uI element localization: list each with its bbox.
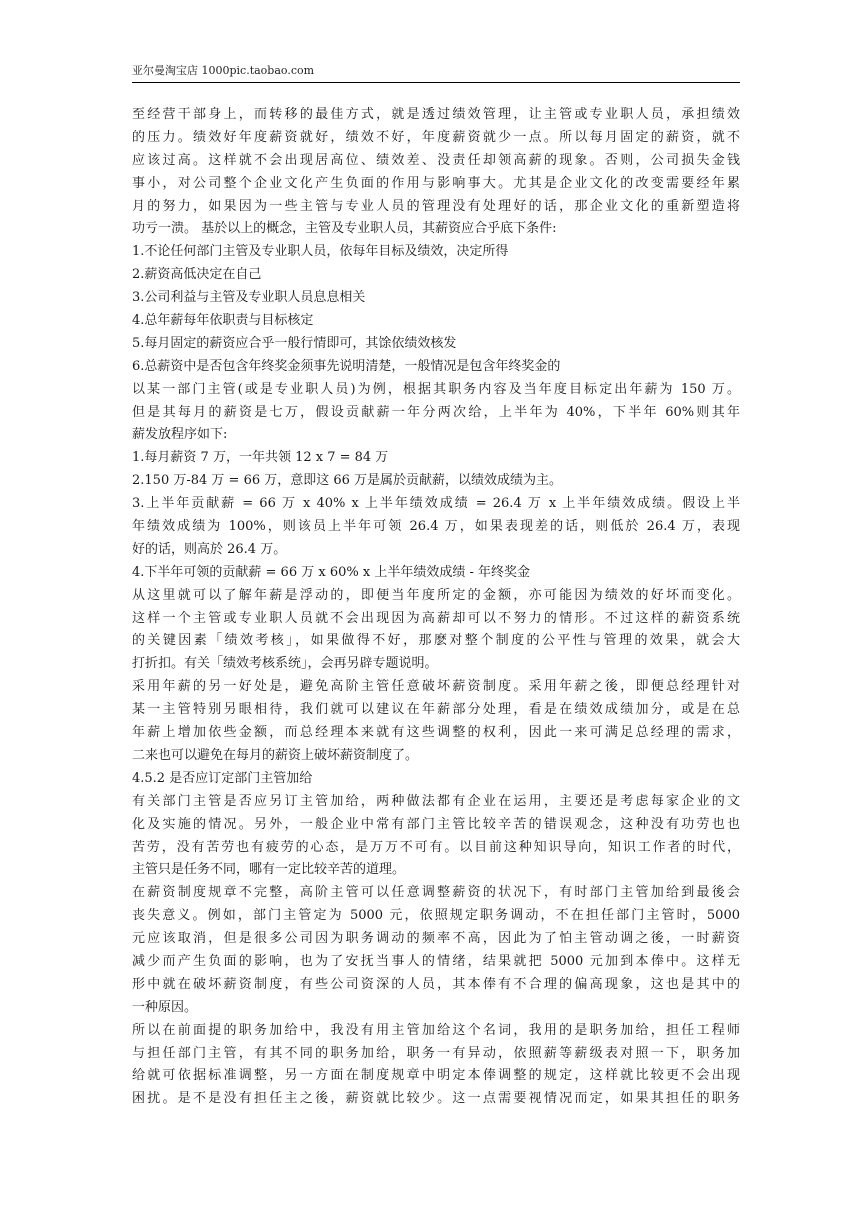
page-header: [132, 62, 740, 83]
text-line: 苦劳，没有苦劳也有疲劳的心态，是万万不可有。以目前这种知识导向，知识工作者的时代，: [132, 839, 740, 855]
paragraph: [132, 241, 740, 264]
text-line: 给就可依据标准调整，另一方面在制度规章中明定本俸调整的规定，这样就比较更不会出现: [132, 1068, 740, 1084]
paragraph: [132, 310, 740, 333]
paragraph: [132, 470, 740, 493]
text-line: 年薪上增加依些金额，而总经理本来就有这些调整的权利，因此一来可满足总经理的需求，: [132, 725, 740, 741]
text-line: 在薪资制度规章不完整，高阶主管可以任意调整薪资的状况下，有时部门主管加给到最後会: [132, 885, 740, 901]
paragraph: [132, 447, 740, 470]
paragraph: [132, 676, 740, 768]
text-line: 困扰。是不是没有担任主之後，薪资就比较少。这一点需要视情况而定，如果其担任的职务: [132, 1091, 740, 1107]
text-line: 丧失意义。例如，部门主管定为 5000 元，依照规定职务调动，不在担任部门主管时，5000: [132, 908, 740, 924]
text-line: 采用年薪的另一好处是，避免高阶主管任意破坏薪资制度。采用年薪之後，即便总经理针对: [132, 679, 740, 695]
text-line: 这样一个主管或专业职人员就不会出现因为高薪却可以不努力的情形。不过这样的薪资系统: [132, 610, 740, 626]
text-line: 一种原因。: [132, 999, 198, 1015]
text-line: 主管只是任务不同，哪有一定比较辛苦的道理。: [132, 862, 406, 878]
paragraph: [132, 585, 740, 677]
paragraph: [132, 333, 740, 356]
text-line: 1.每月薪资 7 万，一年共领 12 x 7 = 84 万: [132, 450, 389, 466]
paragraph: [132, 791, 740, 883]
text-line: 的压力。绩效好年度薪资就好，绩效不好，年度薪资就少一点。所以每月固定的薪资，就不: [132, 129, 740, 145]
text-line: 有关部门主管是否应另订主管加给，两种做法都有企业在运用，主要还是考虑每家企业的文: [132, 793, 740, 809]
text-line: 事小，对公司整个企业文化产生负面的作用与影响事大。尤其是企业文化的改变需要经年累: [132, 175, 740, 191]
paragraph: [132, 493, 740, 562]
text-line: 减少而产生负面的影响，也为了安抚当事人的情绪，结果就把 5000 元加到本俸中。这样无: [132, 953, 740, 969]
text-line: 元应该取消，但是很多公司因为职务调动的频率不高，因此为了怕主管动调之後，一时薪资: [132, 931, 740, 947]
paragraph: [132, 1020, 740, 1112]
paragraph: [132, 104, 740, 241]
text-line: 6.总薪资中是否包含年终奖金须事先说明清楚，一般情况是包含年终奖金的: [132, 358, 561, 374]
paragraph: [132, 562, 740, 585]
header-text: 亚尔曼淘宝店 1000pic.taobao.com: [132, 64, 315, 77]
text-line: 以某一部门主管(或是专业职人员)为例，根据其职务内容及当年度目标定出年薪为 150 万。: [132, 381, 740, 397]
text-line: 的关键因素「绩效考核」，如果做得不好，那麽对整个制度的公平性与管理的效果，就会大: [132, 633, 740, 649]
text-line: 4.5.2 是否应订定部门主管加给: [132, 770, 313, 786]
text-line: 2.150 万-84 万 = 66 万，意即这 66 万是属於贡献薪，以绩效成绩为主。: [132, 473, 563, 489]
text-line: 二来也可以避免在每月的薪资上破坏薪资制度了。: [132, 747, 419, 763]
paragraph: [132, 264, 740, 287]
text-line: 1.不论任何部门主管及专业职人员，依每年目标及绩效，决定所得: [132, 244, 509, 260]
text-line: 5.每月固定的薪资应合乎一般行情即可，其馀依绩效核发: [132, 335, 457, 351]
text-line: 3.上半年贡献薪 = 66 万 x 40% x 上半年绩效成绩 = 26.4 万 x 上半年绩效成绩。假设上半: [132, 496, 740, 512]
document-body: [132, 104, 740, 1111]
text-line: 形中就在破坏薪资制度，有些公司资深的人员，其本俸有不合理的偏高现象，这也是其中的: [132, 976, 740, 992]
text-line: 薪发放程序如下:: [132, 427, 228, 443]
text-line: 从这里就可以了解年薪是浮动的，即便当年度所定的金额，亦可能因为绩效的好坏而变化。: [132, 587, 740, 603]
text-line: 年绩效成绩为 100%，则该员上半年可领 26.4 万，如果表现差的话，则低於 26.4 万，表现: [132, 519, 740, 535]
text-line: 某一主管特别另眼相待，我们就可以建议在年薪部分处理，看是在绩效成绩加分，或是在总: [132, 702, 740, 718]
text-line: 4.下半年可领的贡献薪 = 66 万 x 60% x 上半年绩效成绩 - 年终奖金: [132, 564, 530, 580]
text-line: 3.公司利益与主管及专业职人员息息相关: [132, 290, 366, 306]
paragraph: [132, 882, 740, 1019]
text-line: 但是其每月的薪资是七万，假设贡献薪一年分两次给，上半年为 40%，下半年 60%则其年: [132, 404, 740, 420]
text-line: 化及实施的情况。另外，一般企业中常有部门主管比较辛苦的错误观念，这种没有功劳也也: [132, 816, 740, 832]
text-line: 4.总年薪每年依职责与目标核定: [132, 313, 314, 329]
paragraph: [132, 379, 740, 448]
text-line: 至经营干部身上，而转移的最佳方式，就是透过绩效管理，让主管或专业职人员，承担绩效: [132, 107, 740, 122]
text-line: 功亏一溃。 基於以上的概念，主管及专业职人员，其薪资应合乎底下条件:: [132, 221, 557, 237]
text-line: 与担任部门主管，有其不同的职务加给，职务一有异动，依照薪等薪级表对照一下，职务加: [132, 1045, 740, 1061]
paragraph: [132, 768, 740, 791]
text-line: 好的话，则高於 26.4 万。: [132, 541, 287, 557]
text-line: 2.薪资高低决定在自己: [132, 267, 262, 283]
text-line: 打折扣。有关「绩效考核系统」，会再另辟专题说明。: [132, 656, 438, 672]
text-line: 月的努力，如果因为一些主管与专业人员的管理没有处理好的话，那企业文化的重新塑造将: [132, 198, 740, 214]
paragraph: [132, 356, 740, 379]
paragraph: [132, 287, 740, 310]
text-line: 所以在前面提的职务加给中，我没有用主管加给这个名词，我用的是职务加给，担任工程师: [132, 1022, 740, 1038]
text-line: 应该过高。这样就不会出现居高位、绩效差、没责任却领高薪的现象。否则，公司损失金钱: [132, 152, 740, 168]
